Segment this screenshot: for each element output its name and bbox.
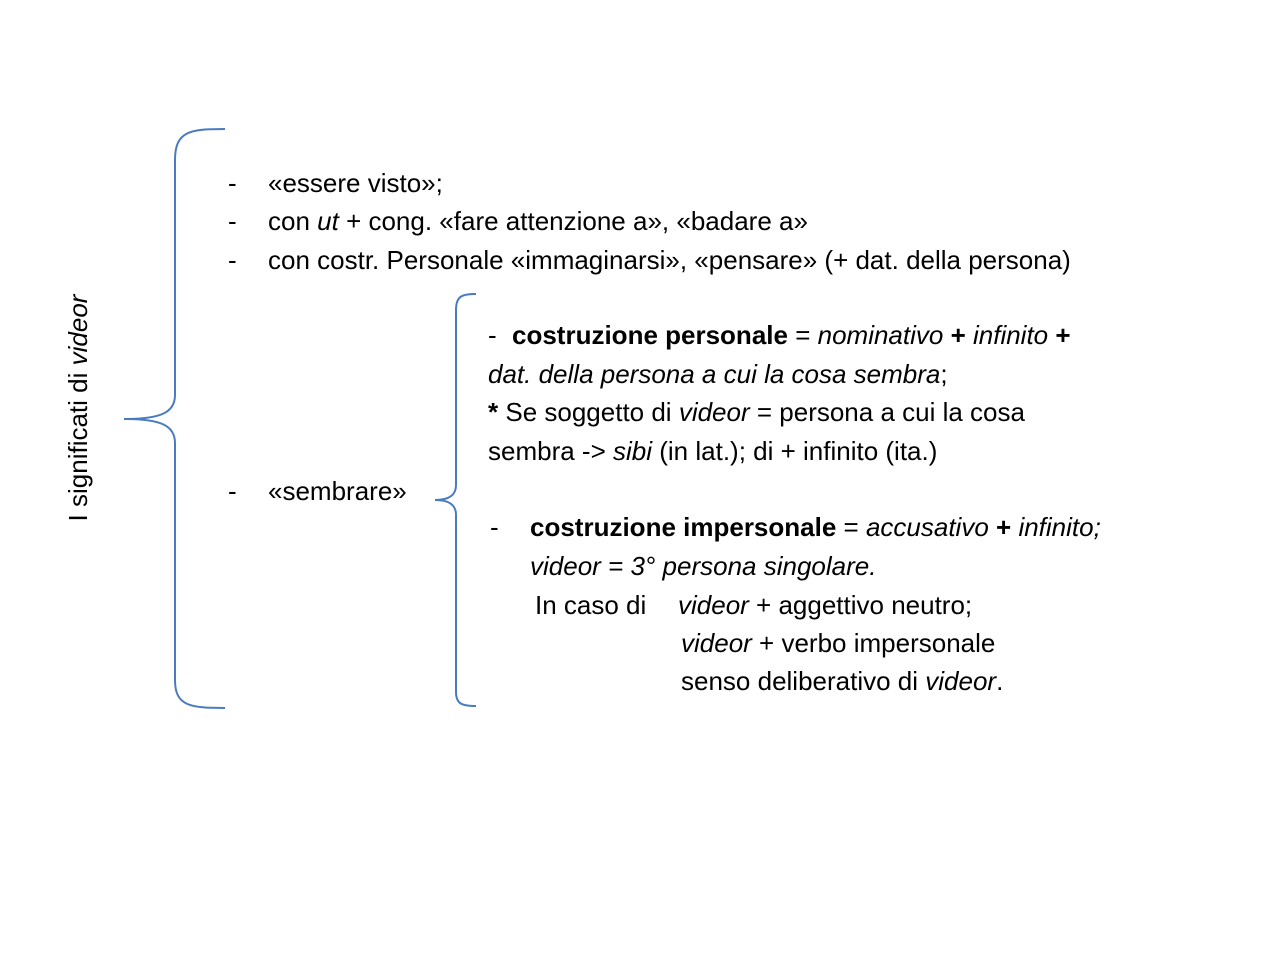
i2-text: videor = 3° persona singolare. — [530, 551, 877, 581]
p3-b: = persona a cui la cosa — [749, 397, 1025, 427]
m2-c: + cong. «fare attenzione a», «badare a» — [338, 206, 808, 236]
bullet-1: - — [228, 168, 237, 198]
personal-line-2 — [488, 359, 948, 389]
bullet-4: - — [228, 476, 237, 506]
p4-sibi: sibi — [613, 436, 653, 466]
meaning-costr-personale: con costr. Personale «immaginarsi», «pensare» (+ dat. della persona) — [268, 245, 1071, 275]
i1-infinito: infinito; — [1018, 512, 1101, 542]
m2-ut: ut — [317, 206, 339, 236]
p2-semicolon: ; — [940, 359, 948, 389]
p1-plus: + — [943, 320, 973, 350]
personal-heading: costruzione personale — [512, 320, 788, 350]
impersonal-heading: costruzione impersonale — [530, 512, 837, 542]
p4-b: (in lat.); di + infinito (ita.) — [652, 436, 938, 466]
p1-eq: = — [787, 320, 818, 350]
i5-text: senso deliberativo di — [681, 666, 926, 696]
i4-videor: videor — [681, 628, 752, 658]
i1-eq: = — [836, 512, 866, 542]
impersonal-bullet: - — [490, 512, 499, 542]
impersonal-line-3 — [678, 590, 972, 620]
impersonal-line-2 — [530, 551, 876, 581]
impersonal-line-3-label: In caso di — [535, 590, 647, 620]
meaning-con-ut — [268, 206, 808, 236]
main-brace — [124, 129, 225, 708]
side-title-word: videor — [63, 294, 93, 366]
p1-infinito: infinito — [972, 320, 1049, 350]
i5-videor: videor — [925, 666, 997, 696]
sembrare-brace — [435, 294, 476, 706]
asterisk: * — [488, 397, 499, 427]
impersonal-line-1 — [530, 512, 1101, 542]
i3-videor: videor — [678, 590, 749, 620]
i1-plus: + — [988, 512, 1019, 542]
personal-bullet: - — [488, 320, 497, 350]
i3-text: + aggettivo neutro; — [748, 590, 973, 620]
impersonal-line-5 — [681, 666, 1003, 696]
side-title — [63, 295, 93, 522]
p4-a: sembra -> — [488, 436, 613, 466]
personal-line-1 — [512, 320, 1071, 350]
meaning-sembrare: «sembrare» — [268, 476, 407, 506]
p1-nominativo: nominativo — [817, 320, 944, 350]
p3-videor: videor — [678, 397, 750, 427]
i5-period: . — [996, 666, 1004, 696]
personal-line-4 — [488, 436, 937, 466]
i4-text: + verbo impersonale — [751, 628, 996, 658]
p2-dat: dat. della persona a cui la cosa sembra — [488, 359, 941, 389]
i1-accusativo: accusativo — [865, 512, 989, 542]
bullet-2: - — [228, 206, 237, 236]
p1-plus2: + — [1048, 320, 1071, 350]
meaning-essere-visto: «essere visto»; — [268, 168, 443, 198]
m2-a: con — [268, 206, 318, 236]
impersonal-line-4 — [681, 628, 995, 658]
bullet-3: - — [228, 245, 237, 275]
personal-line-3 — [488, 397, 1025, 427]
side-title-prefix: I significati di — [63, 365, 93, 522]
p3-a: Se soggetto di — [498, 397, 679, 427]
